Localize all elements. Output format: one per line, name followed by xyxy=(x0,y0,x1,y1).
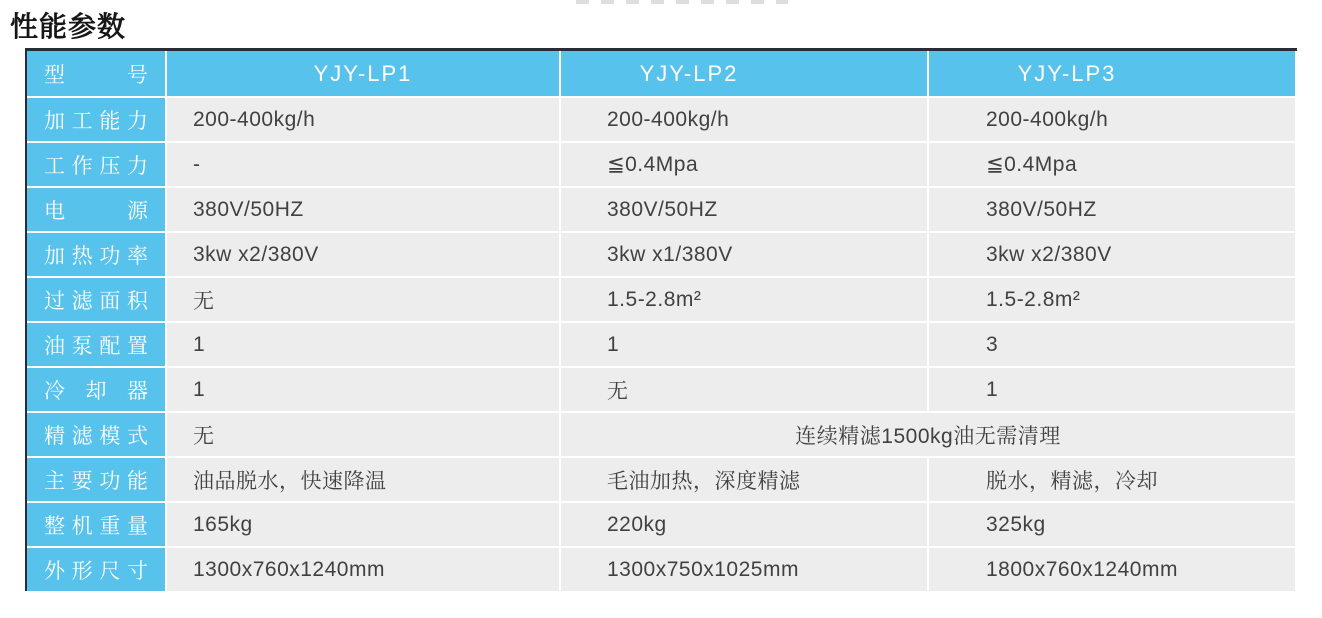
table-row-main-functions xyxy=(27,458,1297,501)
row-label-processing-capacity: 加 工 能 力 xyxy=(27,98,165,141)
cell-working-pressure-lp2: ≦0.4Mpa xyxy=(561,143,927,186)
table-row-processing-capacity xyxy=(27,98,1297,141)
row-label-power-supply: 电 源 xyxy=(27,188,165,231)
table-row-dimensions xyxy=(27,548,1297,591)
cell-machine-weight-lp2: 220kg xyxy=(561,503,927,546)
cell-oil-pump-config-lp3: 3 xyxy=(929,323,1295,366)
cell-oil-pump-config-lp1: 1 xyxy=(167,323,559,366)
cell-oil-pump-config-lp2: 1 xyxy=(561,323,927,366)
cell-heating-power-lp1: 3kw x2/380V xyxy=(167,233,559,276)
cell-processing-capacity-lp1: 200-400kg/h xyxy=(167,98,559,141)
cell-dimensions-lp1: 1300x760x1240mm xyxy=(167,548,559,591)
row-label-dimensions: 外 形 尺 寸 xyxy=(27,548,165,591)
table-row-cooler xyxy=(27,368,1297,411)
cell-machine-weight-lp3: 325kg xyxy=(929,503,1295,546)
table-row-filter-area xyxy=(27,278,1297,321)
cell-cooler-lp2: 无 xyxy=(561,368,927,411)
row-label-cooler: 冷 却 器 xyxy=(27,368,165,411)
cell-power-supply-lp1: 380V/50HZ xyxy=(167,188,559,231)
cell-processing-capacity-lp3: 200-400kg/h xyxy=(929,98,1295,141)
header-model-yjy-lp3: YJY-LP3 xyxy=(929,51,1295,96)
cell-filter-area-lp2: 1.5-2.8m² xyxy=(561,278,927,321)
cell-main-functions-lp3: 脱水，精滤，冷却 xyxy=(929,458,1295,501)
header-model-label: 型 号 xyxy=(27,51,165,96)
table-row-power-supply xyxy=(27,188,1297,231)
page-title: 性能参数 xyxy=(10,11,127,42)
table-row-oil-pump-config xyxy=(27,323,1297,366)
cell-working-pressure-lp3: ≦0.4Mpa xyxy=(929,143,1295,186)
cell-cooler-lp1: 1 xyxy=(167,368,559,411)
header-model-yjy-lp2: YJY-LP2 xyxy=(561,51,927,96)
cell-fine-filter-mode-lp1: 无 xyxy=(167,413,559,456)
table-row-fine-filter-mode xyxy=(27,413,1297,456)
cell-fine-filter-mode-lp2-lp3-merged: 连续精滤1500kg油无需清理 xyxy=(561,413,1295,456)
cell-main-functions-lp2: 毛油加热，深度精滤 xyxy=(561,458,927,501)
row-label-machine-weight: 整 机 重 量 xyxy=(27,503,165,546)
table-row-machine-weight xyxy=(27,503,1297,546)
row-label-working-pressure: 工 作 压 力 xyxy=(27,143,165,186)
row-label-oil-pump-config: 油 泵 配 置 xyxy=(27,323,165,366)
cell-main-functions-lp1: 油品脱水，快速降温 xyxy=(167,458,559,501)
cell-heating-power-lp2: 3kw x1/380V xyxy=(561,233,927,276)
cell-working-pressure-lp1: - xyxy=(167,143,559,186)
row-label-fine-filter-mode: 精 滤 模 式 xyxy=(27,413,165,456)
cell-heating-power-lp3: 3kw x2/380V xyxy=(929,233,1295,276)
table-row-working-pressure xyxy=(27,143,1297,186)
cell-processing-capacity-lp2: 200-400kg/h xyxy=(561,98,927,141)
row-label-heating-power: 加 热 功 率 xyxy=(27,233,165,276)
row-label-filter-area: 过 滤 面 积 xyxy=(27,278,165,321)
table-header-row xyxy=(27,51,1297,96)
cropped-top-text xyxy=(576,0,788,4)
table-row-heating-power xyxy=(27,233,1297,276)
header-model-yjy-lp1: YJY-LP1 xyxy=(167,51,559,96)
cell-filter-area-lp1: 无 xyxy=(167,278,559,321)
cell-power-supply-lp2: 380V/50HZ xyxy=(561,188,927,231)
row-label-main-functions: 主 要 功 能 xyxy=(27,458,165,501)
spec-table xyxy=(25,48,1297,591)
cell-filter-area-lp3: 1.5-2.8m² xyxy=(929,278,1295,321)
cell-dimensions-lp2: 1300x750x1025mm xyxy=(561,548,927,591)
cell-cooler-lp3: 1 xyxy=(929,368,1295,411)
cell-power-supply-lp3: 380V/50HZ xyxy=(929,188,1295,231)
cell-machine-weight-lp1: 165kg xyxy=(167,503,559,546)
cell-dimensions-lp3: 1800x760x1240mm xyxy=(929,548,1295,591)
